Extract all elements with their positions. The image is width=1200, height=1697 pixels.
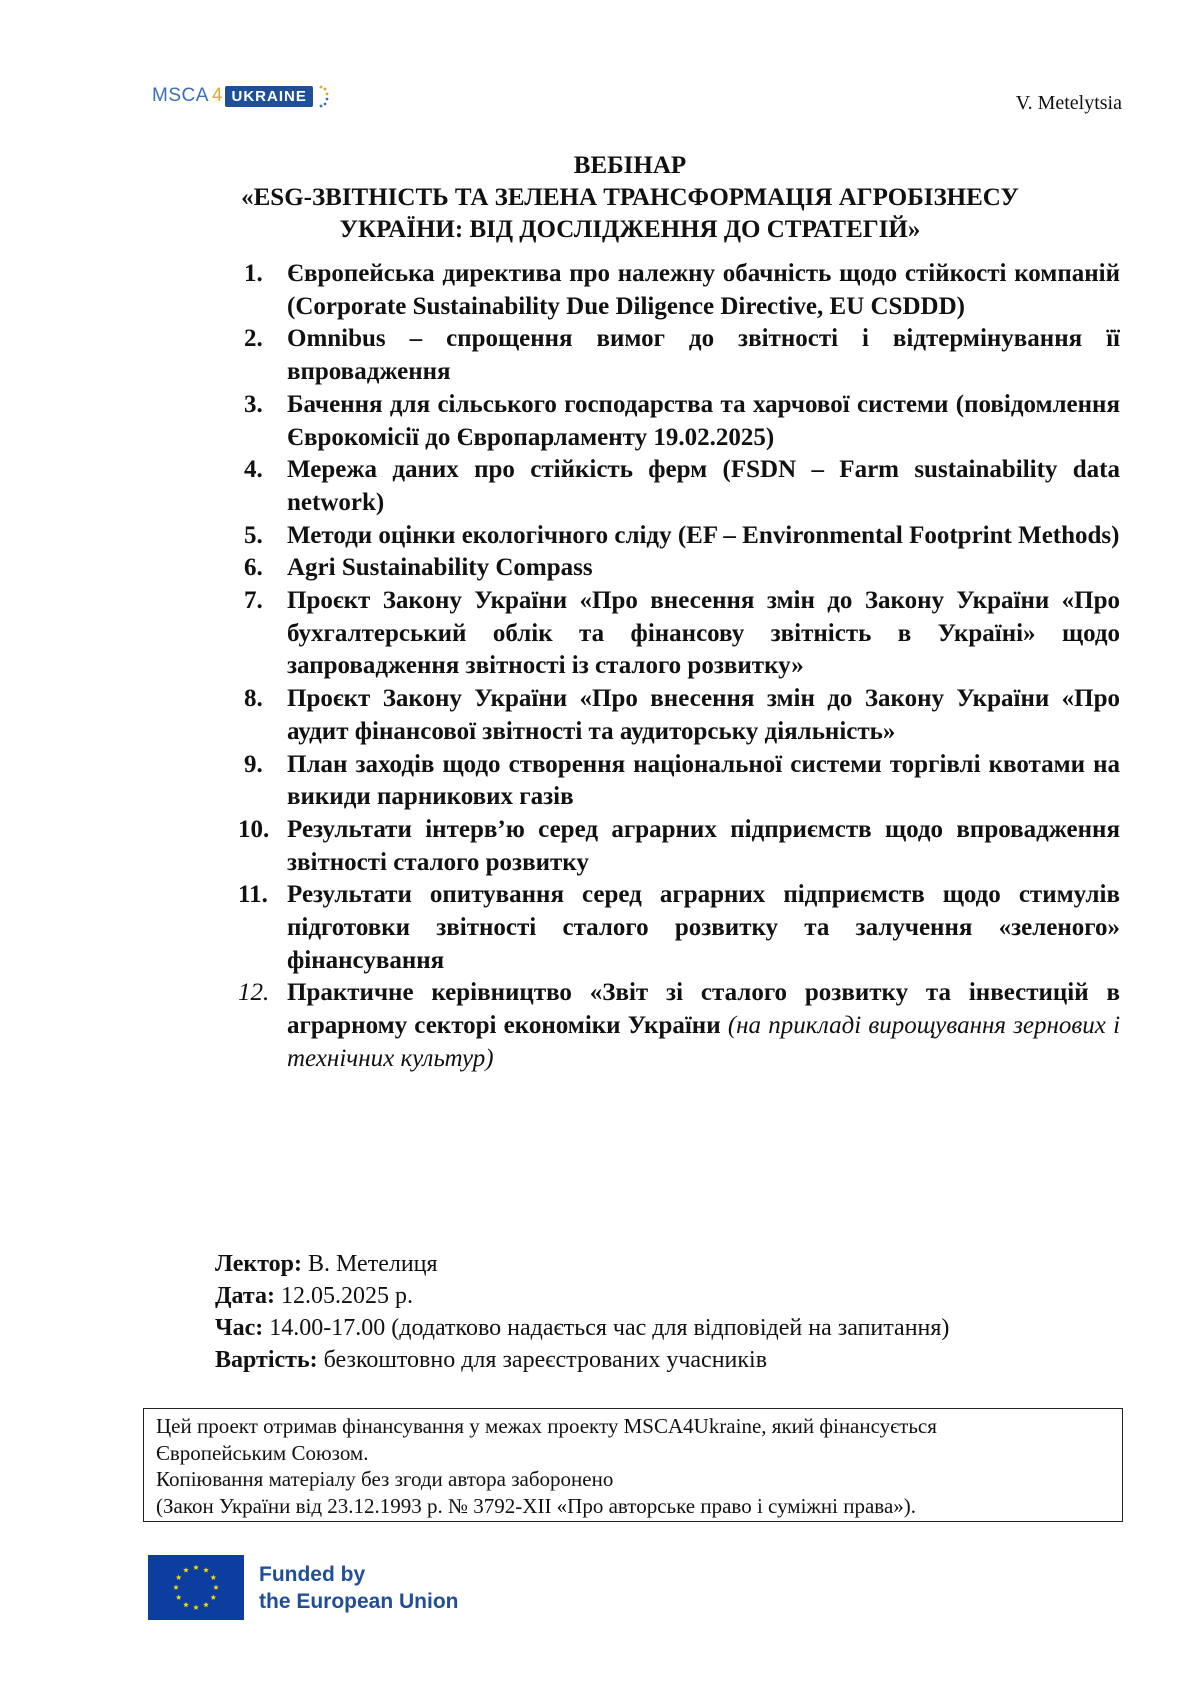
agenda-item (244, 552, 1120, 585)
event-info (215, 1248, 949, 1376)
eu-funding-text (259, 1561, 459, 1615)
time-value: 14.00-17.00 (додатково надається час для відповідей на запитання) (263, 1315, 950, 1341)
title-line-2: «ESG-ЗВІТНІСТЬ ТА ЗЕЛЕНА ТРАНСФОРМАЦІЯ АГРОБІЗНЕСУ (241, 184, 1019, 211)
eu-flag-icon (148, 1555, 244, 1620)
agenda-number: 9. (244, 750, 263, 778)
agenda-number: 2. (244, 325, 263, 353)
agenda-note: (на прикладі вирощування зернових і технічних культур) (287, 1012, 1121, 1072)
eu-funding-logo (148, 1555, 459, 1620)
title-line-1: ВЕБІНАР (573, 152, 687, 179)
agenda-number: 1. (244, 260, 263, 287)
logo-dots-icon (317, 84, 331, 108)
agenda-text: Agri Sustainability Compass (287, 554, 593, 582)
logo-msca-text: MSCA (152, 85, 209, 106)
agenda-text: План заходів щодо створення національної системи торгівлі квотами на викиди парникових газів (287, 750, 1120, 811)
agenda-text: Мережа даних про стійкість ферм (FSDN – Farm sustainability data network) (287, 456, 1120, 516)
agenda-item (244, 585, 1120, 683)
notice-line-1: Цей проект отримав фінансування у межах проекту MSCA4Ukraine, який фінансується (156, 1414, 937, 1438)
lecturer-value: В. Метелиця (302, 1251, 438, 1277)
agenda-text: Методи оцінки екологічного сліду (EF – Environmental Footprint Methods) (287, 521, 1120, 549)
agenda-number: 12. (238, 979, 270, 1007)
webinar-title (180, 150, 1080, 246)
agenda-number: 4. (244, 456, 263, 484)
agenda-item (238, 879, 1120, 977)
title-line-3: УКРАЇНИ: ВІД ДОСЛІДЖЕННЯ ДО СТРАТЕГІЙ» (339, 216, 921, 243)
agenda-number: 5. (244, 521, 263, 549)
agenda-item (244, 749, 1120, 814)
lecturer-row (215, 1248, 949, 1280)
agenda-text: Omnibus – спрощення вимог до звітності і відтермінування її впровадження (287, 325, 1120, 386)
logo-ukraine-text: UKRAINE (225, 86, 312, 107)
agenda-text: Практичне керівництво «Звіт зі сталого розвитку та інвестицій в аграрному секторі економіки України (287, 979, 1120, 1040)
agenda-number: 7. (244, 587, 263, 615)
agenda-text: Проєкт Закону України «Про внесення змін до Закону України «Про бухгалтерський облік та фінансову звітність в Україні» щодо запровадження звітності із сталого розвитку» (287, 587, 1120, 680)
time-row (215, 1312, 949, 1344)
date-row (215, 1280, 949, 1312)
agenda-item (244, 258, 1120, 323)
date-value: 12.05.2025 р. (274, 1283, 413, 1309)
agenda-item (244, 683, 1120, 748)
agenda-text: Результати інтерв’ю серед аграрних підприємств щодо впровадження звітності сталого розвитку (287, 815, 1120, 876)
notice-line-2: Європейським Союзом. (156, 1440, 369, 1465)
agenda-item (244, 520, 1120, 553)
agenda-item (238, 977, 1121, 1075)
logo-4-text: 4 (211, 85, 223, 106)
notice-line-3: Копіювання матеріалу без згоди автора заборонено (156, 1467, 614, 1491)
agenda-number: 8. (244, 685, 263, 713)
price-row (215, 1344, 949, 1376)
agenda-list (238, 258, 1121, 1076)
eu-line-2: the European Union (259, 1589, 459, 1613)
msca4ukraine-logo (152, 84, 331, 108)
price-value: безкоштовно для зареєстрованих учасників (317, 1347, 768, 1373)
agenda-text: Результати опитування серед аграрних підприємств щодо стимулів підготовки звітності сталого розвитку та залучення «зеленого» фінансування (287, 881, 1120, 974)
notice-line-4: (Закон України від 23.12.1993 р. № 3792-XII «Про авторське право і суміжні права»). (156, 1493, 917, 1518)
agenda-item (238, 814, 1120, 879)
agenda-number: 6. (244, 554, 263, 582)
price-label: Вартість: (215, 1347, 318, 1373)
agenda-item (244, 389, 1120, 454)
agenda-item (244, 454, 1120, 519)
agenda-number: 11. (238, 881, 268, 909)
agenda-text: Бачення для сільського господарства та харчової системи (повідомлення Єврокомісії до Європарламенту 19.02.2025) (287, 390, 1120, 451)
agenda-text: Проєкт Закону України «Про внесення змін до Закону України «Про аудит фінансової звітності та аудиторську діяльність» (287, 685, 1120, 745)
funding-notice-box (143, 1408, 1123, 1522)
agenda-number: 10. (238, 815, 270, 843)
agenda-item (244, 323, 1120, 388)
date-label: Дата: (215, 1283, 275, 1309)
agenda-text: Європейська директива про належну обачність щодо стійкості компаній (Corporate Sustainability Due Diligence Directive, EU CSDDD) (287, 260, 1120, 320)
lecturer-label: Лектор: (215, 1251, 303, 1277)
eu-line-1: Funded by (259, 1562, 366, 1586)
author-name: V. Metelytsia (1015, 92, 1122, 114)
time-label: Час: (215, 1315, 264, 1341)
agenda-number: 3. (244, 390, 263, 418)
